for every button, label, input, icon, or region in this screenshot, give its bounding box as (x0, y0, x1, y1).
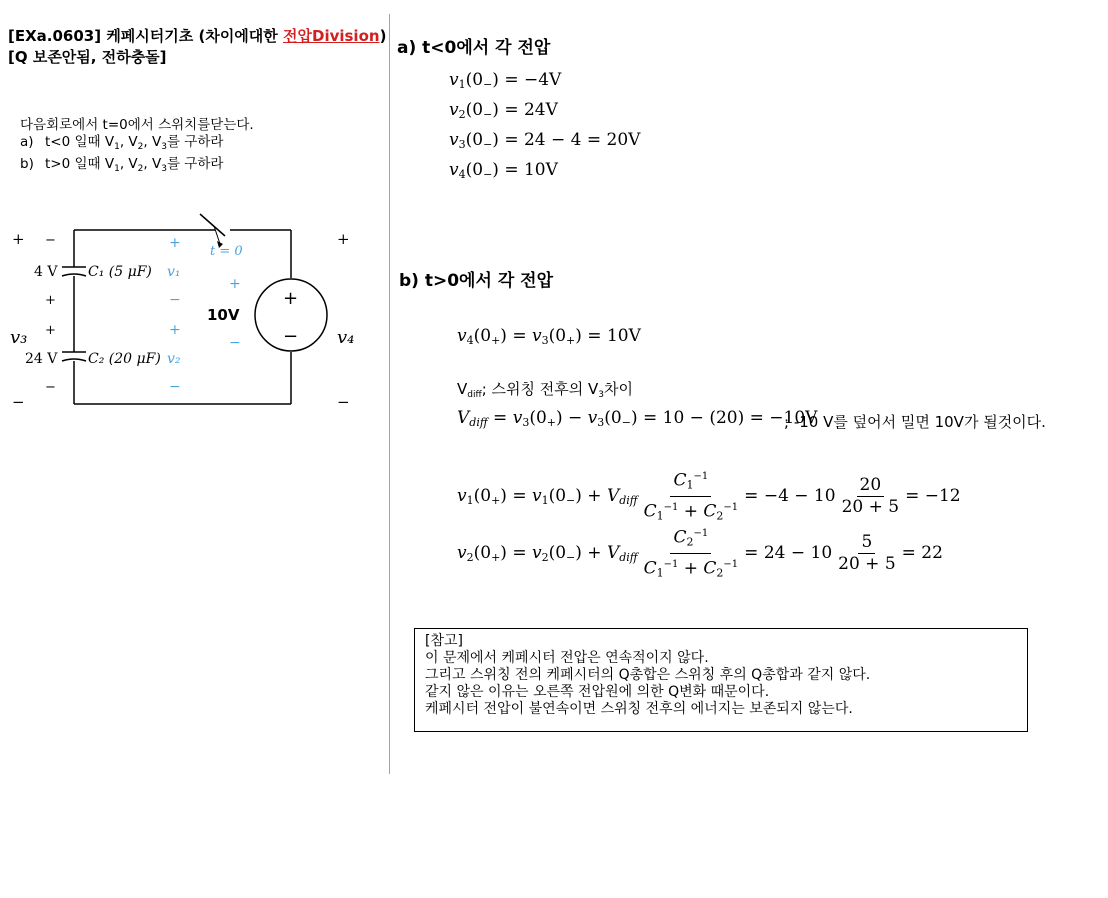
v1-label: v₁ (167, 264, 181, 280)
problem-item-b: b) t>0 일때 $V_1$, $V_2$, $V_3$를 구하라 (20, 156, 224, 174)
eq-a-v4: $v_4(0_-) = 10V$ (449, 160, 558, 181)
v1-minus: − (169, 292, 181, 308)
eq-vdiff: $V_{diff} = v_3(0_+) - v_3(0_-) = 10 - (20) = -10V$ (457, 408, 818, 429)
c2-voltage: 24 V (25, 351, 58, 367)
note-line: 케페시터 전압이 불연속이면 스위칭 전후의 에너지는 보존되지 않는다. (425, 701, 853, 717)
v2-minus: − (169, 379, 181, 395)
source-minus: − (283, 326, 299, 347)
section-b-heading: b) t>0에서 각 전압 (399, 271, 554, 291)
eq-a-v2: $v_2(0_-) = 24V$ (449, 100, 558, 121)
source-blue-minus: − (229, 335, 241, 351)
vdiff-description: $V_{diff}$; 스위칭 전후의 $V_3$차이 (457, 380, 633, 400)
right-plus: + (337, 230, 350, 248)
column-divider (389, 14, 390, 774)
c2-bottom-minus: − (45, 380, 56, 395)
right-minus: − (337, 393, 350, 411)
section-a-heading: a) t<0에서 각 전압 (397, 38, 551, 58)
v3-label: v₃ (10, 327, 28, 348)
left-plus: + (12, 230, 25, 248)
c1-bottom-plus: + (45, 293, 56, 308)
v2-label: v₂ (167, 351, 181, 367)
note-line: 같지 않은 이유는 오른쪽 전압원에 의한 Q변화 때문이다. (425, 684, 770, 700)
source-blue-plus: + (229, 276, 241, 292)
switch-label: t = 0 (210, 244, 243, 259)
c2-top-plus: + (45, 323, 56, 338)
title-line-2: [Q 보존안됨, 전하충돌] (8, 48, 167, 66)
source-value: 10V (207, 306, 240, 324)
note-line: [참고] (425, 633, 463, 649)
reference-note (414, 628, 1028, 732)
circuit-diagram (0, 200, 380, 415)
eq-b-v1: $v_1(0_+) = v_1(0_-) + V_{diff}$ $\frac{C_1^{-1}}{C_1^{-1} + C_2^{-1}}$ = −4 − 10 $\frac{20}{20 + 5}$ = −12 (457, 467, 961, 525)
source-plus: + (283, 288, 299, 309)
problem-intro: 다음회로에서 t=0에서 스위치를닫는다. (20, 117, 254, 133)
v4-label: v₄ (337, 327, 355, 348)
c1-voltage: 4 V (34, 264, 58, 280)
c1-label: C₁ (5 μF) (88, 264, 152, 280)
page-title (8, 26, 386, 68)
vdiff-comment: ; -10 V를 덮어서 밀면 10V가 될것이다. (784, 413, 1046, 431)
eq-a-v1: $v_1(0_-) = -4V$ (449, 70, 562, 91)
v2-plus: + (169, 322, 181, 338)
left-minus: − (12, 393, 25, 411)
c1-top-minus: − (45, 233, 56, 248)
eq-b-v4: $v_4(0_+) = v_3(0_+) = 10V$ (457, 326, 641, 347)
title-highlight: 전압Division (283, 27, 380, 45)
eq-b-v2: $v_2(0_+) = v_2(0_-) + V_{diff}$ $\frac{C_2^{-1}}{C_1^{-1} + C_2^{-1}}$ = 24 − 10 $\frac{5}{20 + 5}$ = 22 (457, 524, 943, 582)
title-line-1: [EXa.0603] 케페시터기초 (차이에대한 전압Division) (8, 27, 387, 45)
note-line: 이 문제에서 케페시터 전압은 연속적이지 않다. (425, 650, 709, 666)
c2-label: C₂ (20 μF) (88, 351, 161, 367)
eq-a-v3: $v_3(0_-) = 24 - 4 = 20V$ (449, 130, 641, 151)
problem-item-a: a) t<0 일때 $V_1$, $V_2$, $V_3$를 구하라 (20, 134, 224, 152)
v1-plus: + (169, 235, 181, 251)
note-line: 그리고 스위칭 전의 케페시터의 Q총합은 스위칭 후의 Q총합과 같지 않다. (425, 667, 871, 683)
problem-statement (20, 117, 254, 178)
